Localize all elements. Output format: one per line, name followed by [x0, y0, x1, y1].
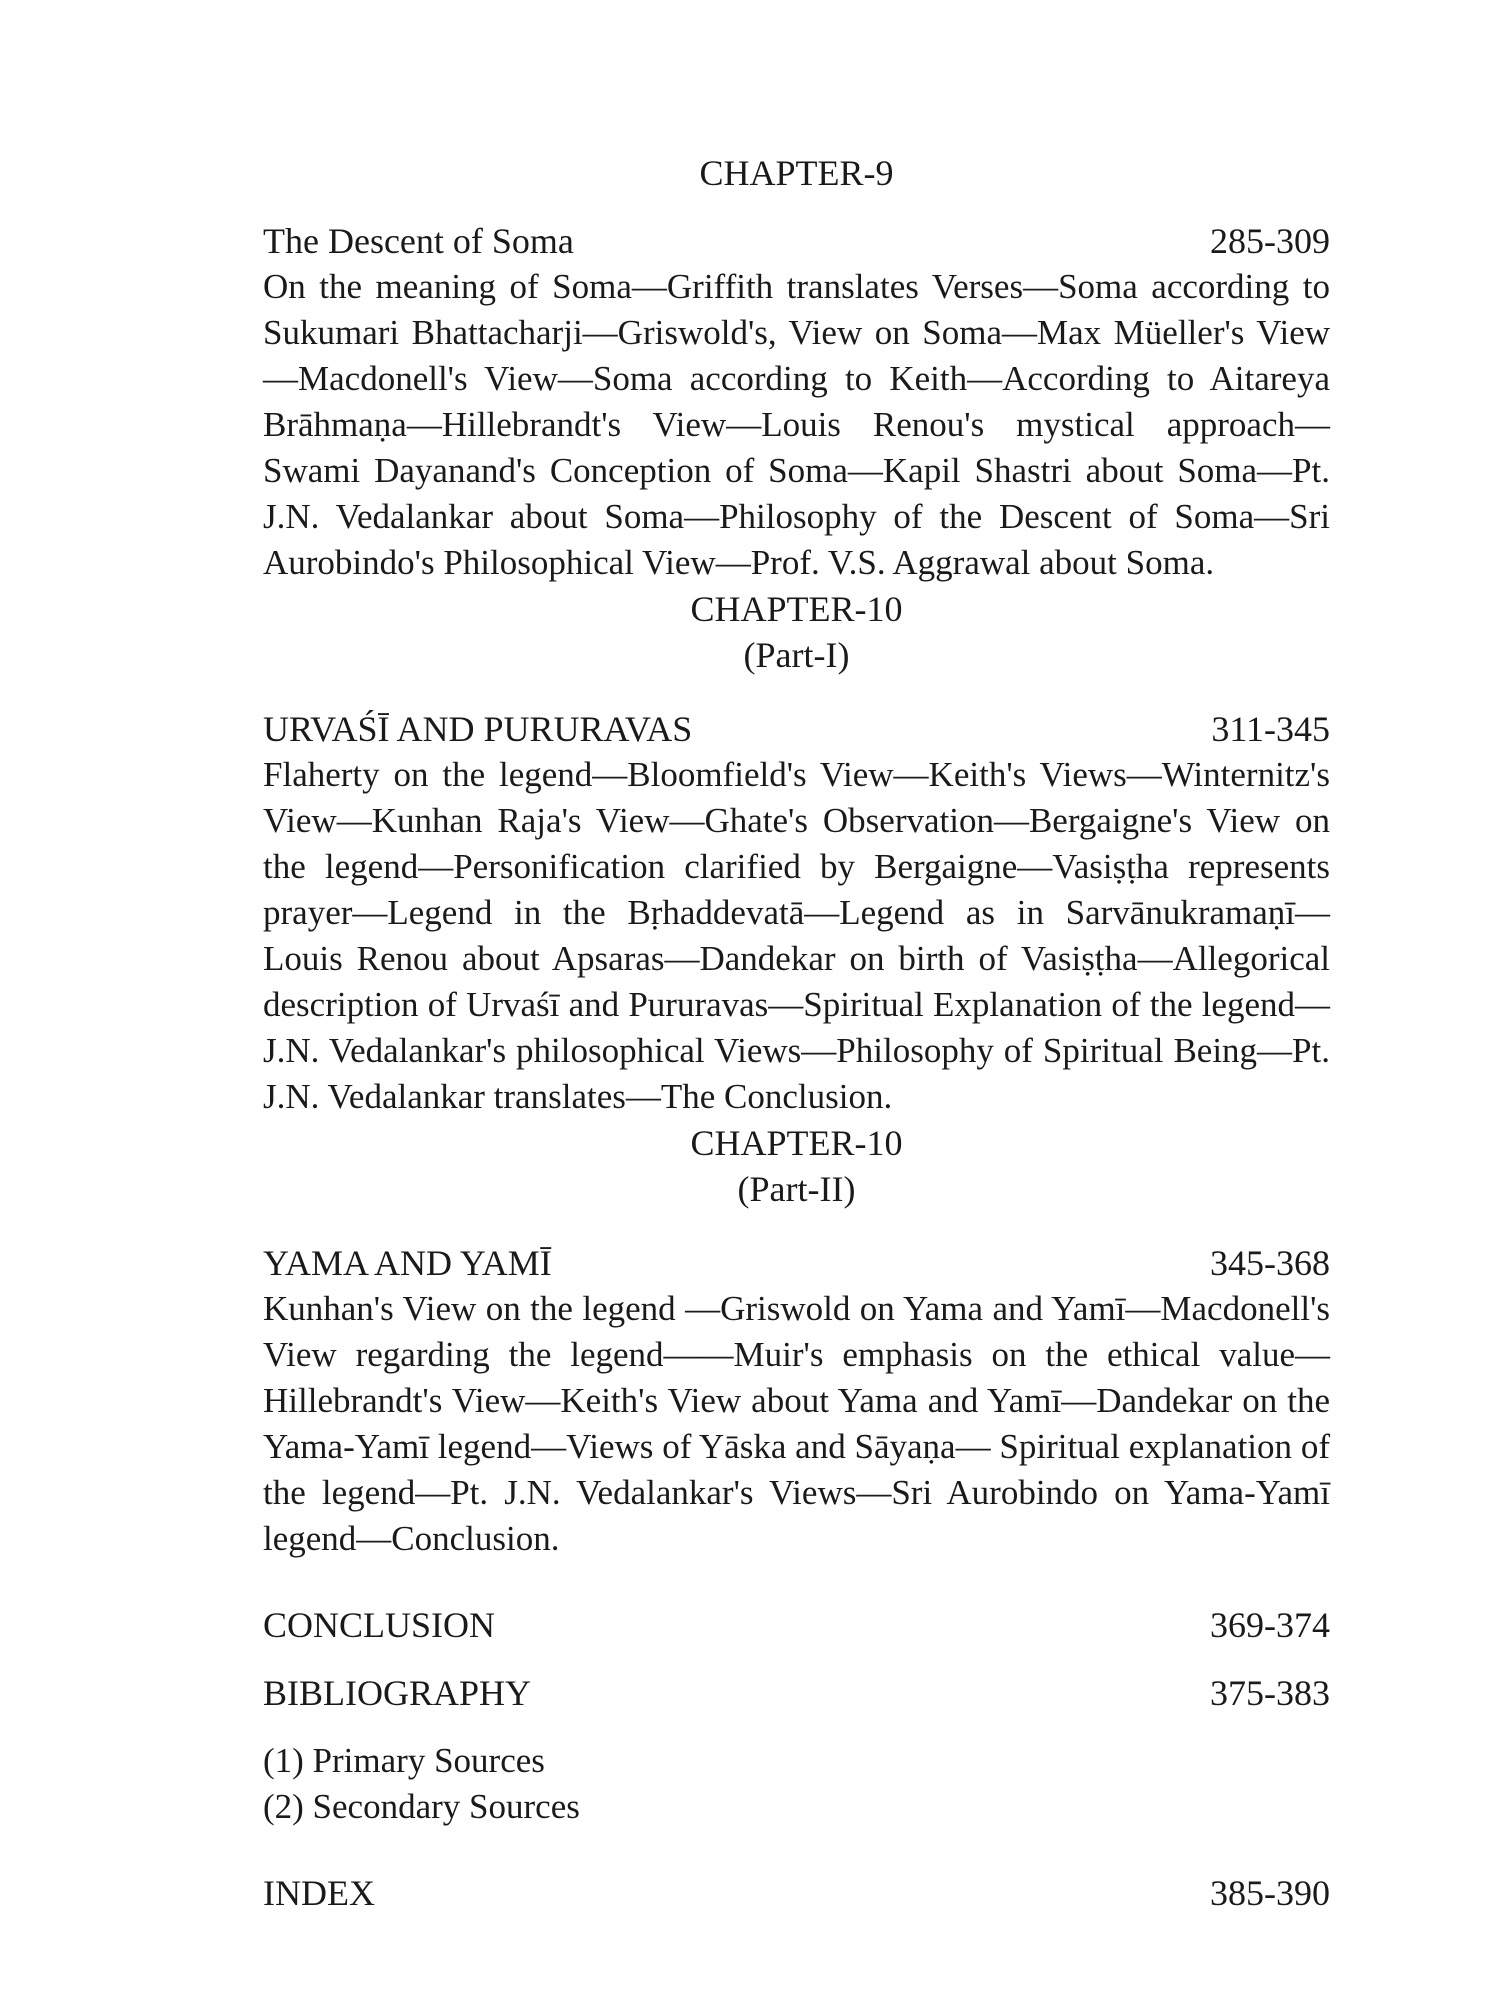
chapter-heading: CHAPTER-9	[699, 153, 894, 193]
chapter-heading: CHAPTER-10	[690, 1123, 903, 1163]
entry-title: URVAŚĪ AND PURURAVAS	[263, 709, 693, 749]
table-of-contents-page	[263, 150, 1330, 1916]
entry-title: BIBLIOGRAPHY	[263, 1673, 532, 1713]
chapter-summary: Flaherty on the legend—Bloomfield's View—Keith's Views—Winternitz's View—Kunhan Raja's View—Ghate's Observation—Bergaigne's View on the legend—Personification clarified by Bergaigne—Vasiṣṭha represents prayer—Legend in the Bṛhaddevatā—Legend as in Sarvānukramaṇī—Louis Renou about Apsaras—Dandekar on birth of Vasiṣṭha—Allegorical description of Urvaśī and Pururavas—Spiritual Explanation of the legend—J.N. Vedalankar's philosophical Views—Philosophy of Spiritual Being—Pt. J.N. Vedalankar translates—The Conclusion.	[263, 755, 1330, 1116]
page-range: 345-368	[1210, 1243, 1330, 1283]
toc-entry	[263, 1240, 1330, 1286]
page-range: 385-390	[1210, 1873, 1330, 1913]
entry-title: The Descent of Soma	[263, 221, 574, 261]
chapter-summary: On the meaning of Soma—Griffith translates Verses—Soma according to Sukumari Bhattacharji—Griswold's, View on Soma—Max Müeller's View—Macdonell's View—Soma according to Keith—According to Aitareya Brāhmaṇa—Hillebrandt's View—Louis Renou's mystical approach—Swami Dayanand's Conception of Soma—Kapil Shastri about Soma—Pt. J.N. Vedalankar about Soma—Philosophy of the Descent of Soma—Sri Aurobindo's Philosophical View—Prof. V.S. Aggrawal about Soma.	[263, 267, 1330, 582]
toc-entry-bibliography	[263, 1670, 1330, 1716]
entry-title: CONCLUSION	[263, 1605, 496, 1645]
bibliography-item: (2) Secondary Sources	[263, 1787, 580, 1826]
chapter-10-part-1-section	[263, 586, 1330, 1120]
bibliography-item: (1) Primary Sources	[263, 1741, 545, 1780]
chapter-part: (Part-II)	[737, 1169, 856, 1209]
toc-entry	[263, 218, 1330, 264]
chapter-part: (Part-I)	[743, 635, 850, 675]
page-range: 369-374	[1210, 1605, 1330, 1645]
entry-title: INDEX	[263, 1873, 375, 1913]
chapter-heading: CHAPTER-10	[690, 589, 903, 629]
chapter-9-section	[263, 150, 1330, 586]
page-range: 285-309	[1210, 221, 1330, 261]
chapter-summary: Kunhan's View on the legend —Griswold on Yama and Yamī—Macdonell's View regarding the legend——Muir's emphasis on the ethical value—Hillebrandt's View—Keith's View about Yama and Yamī—Dandekar on the Yama-Yamī legend—Views of Yāska and Sāyaṇa— Spiritual explanation of the legend—Pt. J.N. Vedalankar's Views—Sri Aurobindo on Yama-Yamī legend—Conclusion.	[263, 1289, 1330, 1558]
entry-title: YAMA AND YAMĪ	[263, 1243, 552, 1283]
toc-entry-index	[263, 1870, 1330, 1916]
chapter-10-part-2-section	[263, 1120, 1330, 1562]
toc-entry-conclusion	[263, 1602, 1330, 1648]
toc-entry	[263, 706, 1330, 752]
page-range: 311-345	[1211, 709, 1330, 749]
page-range: 375-383	[1210, 1673, 1330, 1713]
